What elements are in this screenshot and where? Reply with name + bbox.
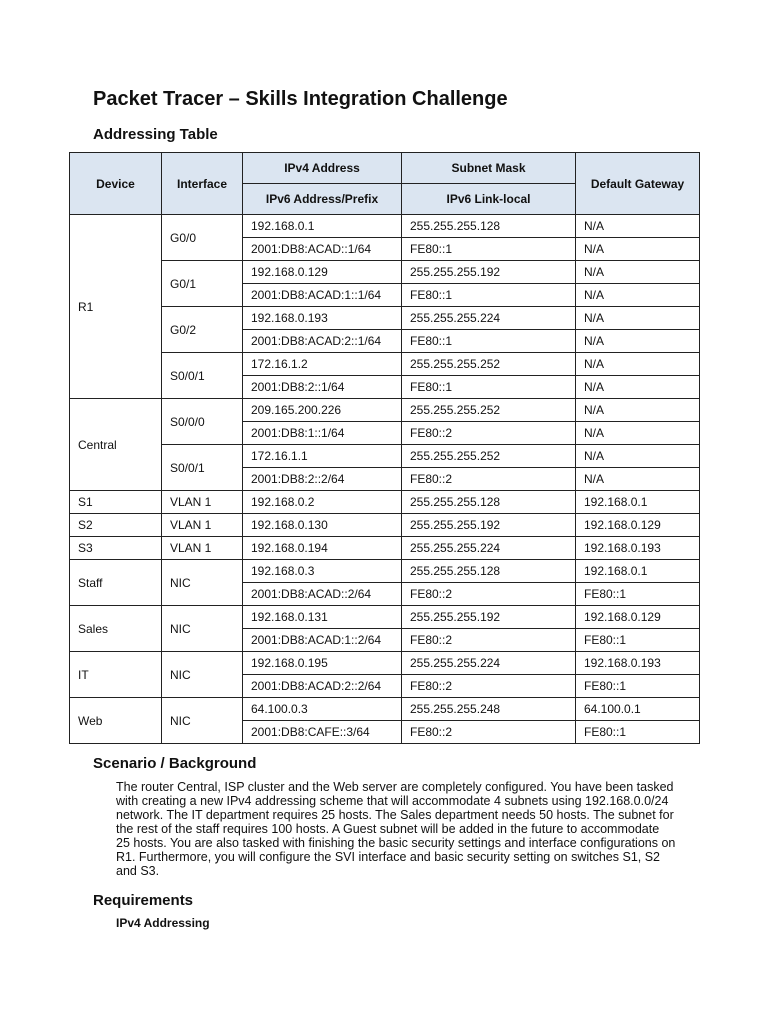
- address-cell: 192.168.0.130: [243, 514, 402, 537]
- table-row: [70, 652, 700, 675]
- mask-cell: FE80::1: [402, 284, 576, 307]
- device-cell: Central: [70, 399, 162, 491]
- mask-cell: 255.255.255.192: [402, 606, 576, 629]
- ipv4-addressing-heading: IPv4 Addressing: [116, 916, 210, 930]
- gateway-cell: N/A: [576, 261, 700, 284]
- gateway-cell: N/A: [576, 353, 700, 376]
- interface-cell: NIC: [162, 652, 243, 698]
- device-cell: S2: [70, 514, 162, 537]
- mask-cell: 255.255.255.224: [402, 537, 576, 560]
- table-row: [70, 353, 700, 376]
- mask-cell: FE80::2: [402, 675, 576, 698]
- requirements-heading: Requirements: [93, 892, 194, 909]
- gateway-cell: N/A: [576, 215, 700, 238]
- mask-cell: FE80::1: [402, 330, 576, 353]
- header-device: Device: [70, 153, 162, 215]
- mask-cell: 255.255.255.224: [402, 652, 576, 675]
- addressing-table-heading: Addressing Table: [93, 126, 218, 143]
- header-ipv6: IPv6 Address/Prefix: [243, 184, 402, 215]
- address-cell: 2001:DB8:2::1/64: [243, 376, 402, 399]
- mask-cell: 255.255.255.192: [402, 261, 576, 284]
- table-row: [70, 560, 700, 583]
- interface-cell: VLAN 1: [162, 491, 243, 514]
- address-cell: 172.16.1.2: [243, 353, 402, 376]
- mask-cell: FE80::2: [402, 629, 576, 652]
- interface-cell: NIC: [162, 560, 243, 606]
- scenario-text: The router Central, ISP cluster and the Web server are completely configured. You have been tasked with creating a new IPv4 addressing scheme that will accommodate 4 subnets using 192.168.0.0/24 network. The IT department requires 25 hosts. The Sales department needs 50 hosts. The subnet for the rest of the staff requires 100 hosts. A Guest subnet will be added in the future to accommodate 25 hosts. You are also tasked with finishing the basic security settings and interface configurations on R1. Furthermore, you will configure the SVI interface and basic security setting on switches S1, S2 and S3.: [116, 780, 676, 878]
- table-row: [70, 399, 700, 422]
- mask-cell: 255.255.255.252: [402, 399, 576, 422]
- device-cell: Web: [70, 698, 162, 744]
- device-cell: Sales: [70, 606, 162, 652]
- address-cell: 2001:DB8:ACAD::2/64: [243, 583, 402, 606]
- mask-cell: FE80::2: [402, 468, 576, 491]
- header-interface: Interface: [162, 153, 243, 215]
- address-cell: 2001:DB8:ACAD:2::1/64: [243, 330, 402, 353]
- gateway-cell: 192.168.0.193: [576, 537, 700, 560]
- address-cell: 192.168.0.3: [243, 560, 402, 583]
- mask-cell: 255.255.255.128: [402, 215, 576, 238]
- table-row: [70, 698, 700, 721]
- interface-cell: G0/0: [162, 215, 243, 261]
- mask-cell: 255.255.255.252: [402, 445, 576, 468]
- mask-cell: 255.255.255.192: [402, 514, 576, 537]
- header-ipv4: IPv4 Address: [243, 153, 402, 184]
- table-row: [70, 261, 700, 284]
- gateway-cell: N/A: [576, 468, 700, 491]
- gateway-cell: 192.168.0.1: [576, 491, 700, 514]
- gateway-cell: 192.168.0.129: [576, 514, 700, 537]
- address-cell: 209.165.200.226: [243, 399, 402, 422]
- page-title: Packet Tracer – Skills Integration Challenge: [93, 88, 508, 110]
- table-row: [70, 537, 700, 560]
- address-cell: 2001:DB8:ACAD::1/64: [243, 238, 402, 261]
- mask-cell: FE80::2: [402, 721, 576, 744]
- mask-cell: FE80::2: [402, 422, 576, 445]
- address-cell: 192.168.0.131: [243, 606, 402, 629]
- header-linklocal: IPv6 Link-local: [402, 184, 576, 215]
- mask-cell: FE80::2: [402, 583, 576, 606]
- interface-cell: S0/0/1: [162, 445, 243, 491]
- address-cell: 2001:DB8:ACAD:1::2/64: [243, 629, 402, 652]
- address-cell: 192.168.0.2: [243, 491, 402, 514]
- header-gateway: Default Gateway: [576, 153, 700, 215]
- addressing-table-body: [70, 215, 700, 744]
- interface-cell: VLAN 1: [162, 537, 243, 560]
- address-cell: 2001:DB8:2::2/64: [243, 468, 402, 491]
- table-row: [70, 215, 700, 238]
- address-cell: 2001:DB8:ACAD:2::2/64: [243, 675, 402, 698]
- gateway-cell: N/A: [576, 330, 700, 353]
- gateway-cell: N/A: [576, 284, 700, 307]
- gateway-cell: N/A: [576, 307, 700, 330]
- address-cell: 192.168.0.1: [243, 215, 402, 238]
- gateway-cell: FE80::1: [576, 583, 700, 606]
- interface-cell: S0/0/1: [162, 353, 243, 399]
- gateway-cell: 64.100.0.1: [576, 698, 700, 721]
- device-cell: Staff: [70, 560, 162, 606]
- mask-cell: 255.255.255.128: [402, 491, 576, 514]
- gateway-cell: 192.168.0.1: [576, 560, 700, 583]
- interface-cell: NIC: [162, 698, 243, 744]
- scenario-heading: Scenario / Background: [93, 755, 257, 772]
- address-cell: 2001:DB8:1::1/64: [243, 422, 402, 445]
- address-cell: 2001:DB8:ACAD:1::1/64: [243, 284, 402, 307]
- address-cell: 192.168.0.194: [243, 537, 402, 560]
- table-row: [70, 491, 700, 514]
- table-row: [70, 445, 700, 468]
- interface-cell: S0/0/0: [162, 399, 243, 445]
- interface-cell: G0/2: [162, 307, 243, 353]
- address-cell: 172.16.1.1: [243, 445, 402, 468]
- address-cell: 64.100.0.3: [243, 698, 402, 721]
- gateway-cell: 192.168.0.129: [576, 606, 700, 629]
- table-row: [70, 514, 700, 537]
- mask-cell: FE80::1: [402, 376, 576, 399]
- gateway-cell: N/A: [576, 376, 700, 399]
- gateway-cell: N/A: [576, 445, 700, 468]
- interface-cell: NIC: [162, 606, 243, 652]
- gateway-cell: FE80::1: [576, 721, 700, 744]
- gateway-cell: FE80::1: [576, 675, 700, 698]
- header-mask: Subnet Mask: [402, 153, 576, 184]
- mask-cell: FE80::1: [402, 238, 576, 261]
- device-cell: IT: [70, 652, 162, 698]
- mask-cell: 255.255.255.248: [402, 698, 576, 721]
- gateway-cell: 192.168.0.193: [576, 652, 700, 675]
- interface-cell: VLAN 1: [162, 514, 243, 537]
- table-row: [70, 606, 700, 629]
- device-cell: R1: [70, 215, 162, 399]
- addressing-table: [69, 152, 700, 744]
- mask-cell: 255.255.255.128: [402, 560, 576, 583]
- address-cell: 192.168.0.193: [243, 307, 402, 330]
- gateway-cell: N/A: [576, 238, 700, 261]
- mask-cell: 255.255.255.252: [402, 353, 576, 376]
- device-cell: S3: [70, 537, 162, 560]
- gateway-cell: N/A: [576, 422, 700, 445]
- gateway-cell: N/A: [576, 399, 700, 422]
- mask-cell: 255.255.255.224: [402, 307, 576, 330]
- address-cell: 192.168.0.129: [243, 261, 402, 284]
- table-row: [70, 307, 700, 330]
- address-cell: 2001:DB8:CAFE::3/64: [243, 721, 402, 744]
- interface-cell: G0/1: [162, 261, 243, 307]
- gateway-cell: FE80::1: [576, 629, 700, 652]
- device-cell: S1: [70, 491, 162, 514]
- address-cell: 192.168.0.195: [243, 652, 402, 675]
